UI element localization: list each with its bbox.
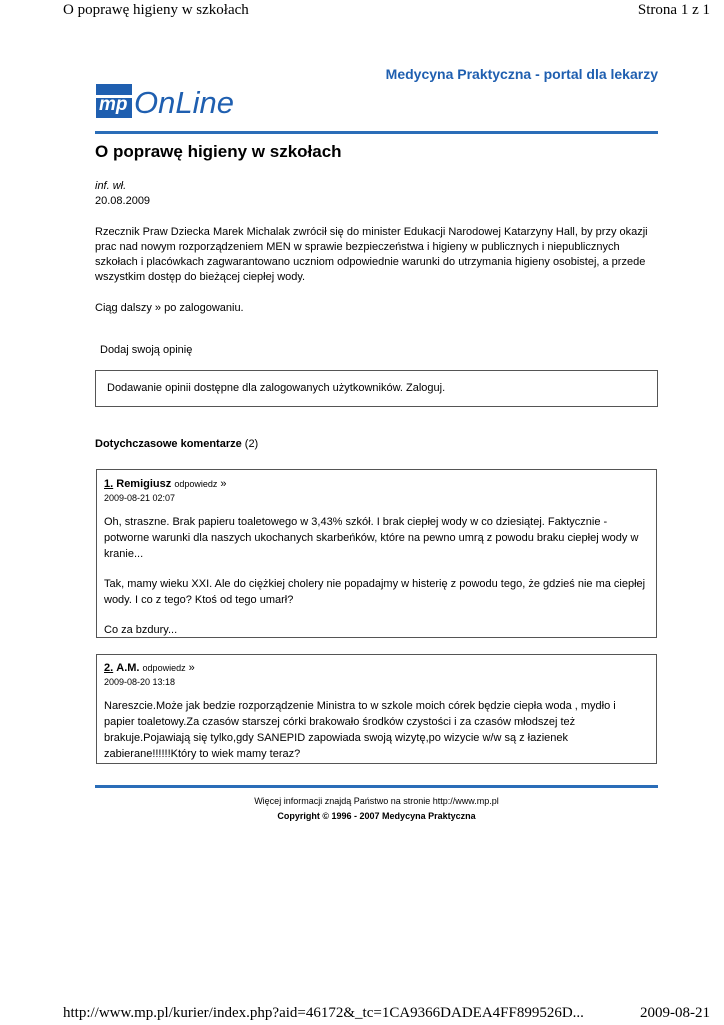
comment-author: Remigiusz <box>116 478 172 490</box>
comment-body <box>104 698 646 762</box>
comment-paragraph: Co za bzdury... <box>104 624 178 636</box>
comment-card <box>96 469 657 638</box>
print-footer-url: http://www.mp.pl/kurier/index.php?aid=46172&_tc=1CA9366DADEA4FF899526D... <box>63 1005 584 1021</box>
reply-arrow[interactable]: » <box>188 662 195 674</box>
comment-card <box>96 654 657 764</box>
article-source: inf. wł. <box>95 180 127 192</box>
login-notice-text[interactable]: Dodawanie opinii dostępne dla zalogowanych użytkowników. Zaloguj. <box>107 382 446 394</box>
comment-paragraph: Oh, straszne. Brak papieru toaletowego w 3,43% szkół. I brak ciepłej wody w co dziesiątej. Faktycznie - potworne warunki dla naszych ukochanych skarbeńków, które na pewno umrą z powodu braku ciepłej wody w kranie... <box>104 516 639 560</box>
read-more <box>95 302 244 314</box>
article-body: Rzecznik Praw Dziecka Marek Michalak zwrócił się do minister Edukacji Narodowej Katarzyny Hall, by przy okazji prac nad nowym rozporządzeniem MEN w sprawie bezpieczeństwa i higieny w publicznych i niepublicznych szkołach i placówkach zagwarantowano uczniom odpowiednie warunki do utrzymania higieny osobistej, a przede wszystkim dostęp do bieżącej ciepłej wody. <box>95 226 648 283</box>
footer-info[interactable]: Więcej informacji znajdą Państwo na stronie http://www.mp.pl <box>254 796 499 806</box>
comment-header <box>104 662 646 674</box>
comment-number: 1. <box>104 478 114 490</box>
read-more-link[interactable]: Ciąg dalszy » <box>95 302 162 314</box>
login-notice-box <box>95 370 658 407</box>
logo-online-text: OnLine <box>134 85 234 120</box>
mp-online-logo[interactable] <box>96 82 246 122</box>
comment-number: 2. <box>104 662 114 674</box>
reply-link[interactable]: odpowiedz <box>174 479 218 489</box>
read-more-suffix: po zalogowaniu. <box>164 302 244 314</box>
reply-link[interactable]: odpowiedz <box>142 663 186 673</box>
comments-header-label: Dotychczasowe komentarze <box>95 438 242 450</box>
comment-body <box>104 514 646 638</box>
comments-header <box>95 438 258 450</box>
comment-header <box>104 478 646 490</box>
add-opinion-heading: Dodaj swoją opinię <box>100 344 193 356</box>
print-footer <box>63 1005 710 1025</box>
comment-date: 2009-08-20 13:18 <box>104 677 176 687</box>
logo-mp-text: mp <box>99 94 128 115</box>
footer-divider <box>95 785 658 788</box>
print-footer-date: 2009-08-21 <box>640 1005 710 1021</box>
article-date: 20.08.2009 <box>95 195 151 207</box>
comment-author: A.M. <box>116 662 140 674</box>
article-title: O poprawę higieny w szkołach <box>95 142 342 161</box>
header-divider <box>95 131 658 134</box>
comment-paragraph: Tak, mamy wieku XXI. Ale do ciężkiej cholery nie popadajmy w histerię z powodu tego, że gdzieś nie ma ciepłej wody. I co z tego? Ktoś od tego umarł? <box>104 578 646 606</box>
portal-title[interactable]: Medycyna Praktyczna - portal dla lekarzy <box>385 66 658 82</box>
print-header <box>63 2 710 24</box>
footer-copyright: Copyright © 1996 - 2007 Medycyna Praktyczna <box>277 811 476 821</box>
comment-paragraph: Nareszcie.Może jak bedzie rozporządzenie Ministra to w szkole moich córek będzie ciepła woda , mydło i papier toaletowy.Za czasów starszej córki brakowało środków czystości i za czasów młodszej też brakuje.Pojawiają się tylko,gdy SANEPID zapowiada swoją wizytę,po wizycie w/w są z łazienek zabierane!!!!!!Który to wiek mamy teraz? <box>104 700 616 760</box>
comments-count: (2) <box>244 438 259 450</box>
comment-date: 2009-08-21 02:07 <box>104 493 176 503</box>
print-header-title: O poprawę higieny w szkołach <box>63 2 249 18</box>
reply-arrow[interactable]: » <box>220 478 227 490</box>
print-header-page: Strona 1 z 1 <box>637 2 710 18</box>
